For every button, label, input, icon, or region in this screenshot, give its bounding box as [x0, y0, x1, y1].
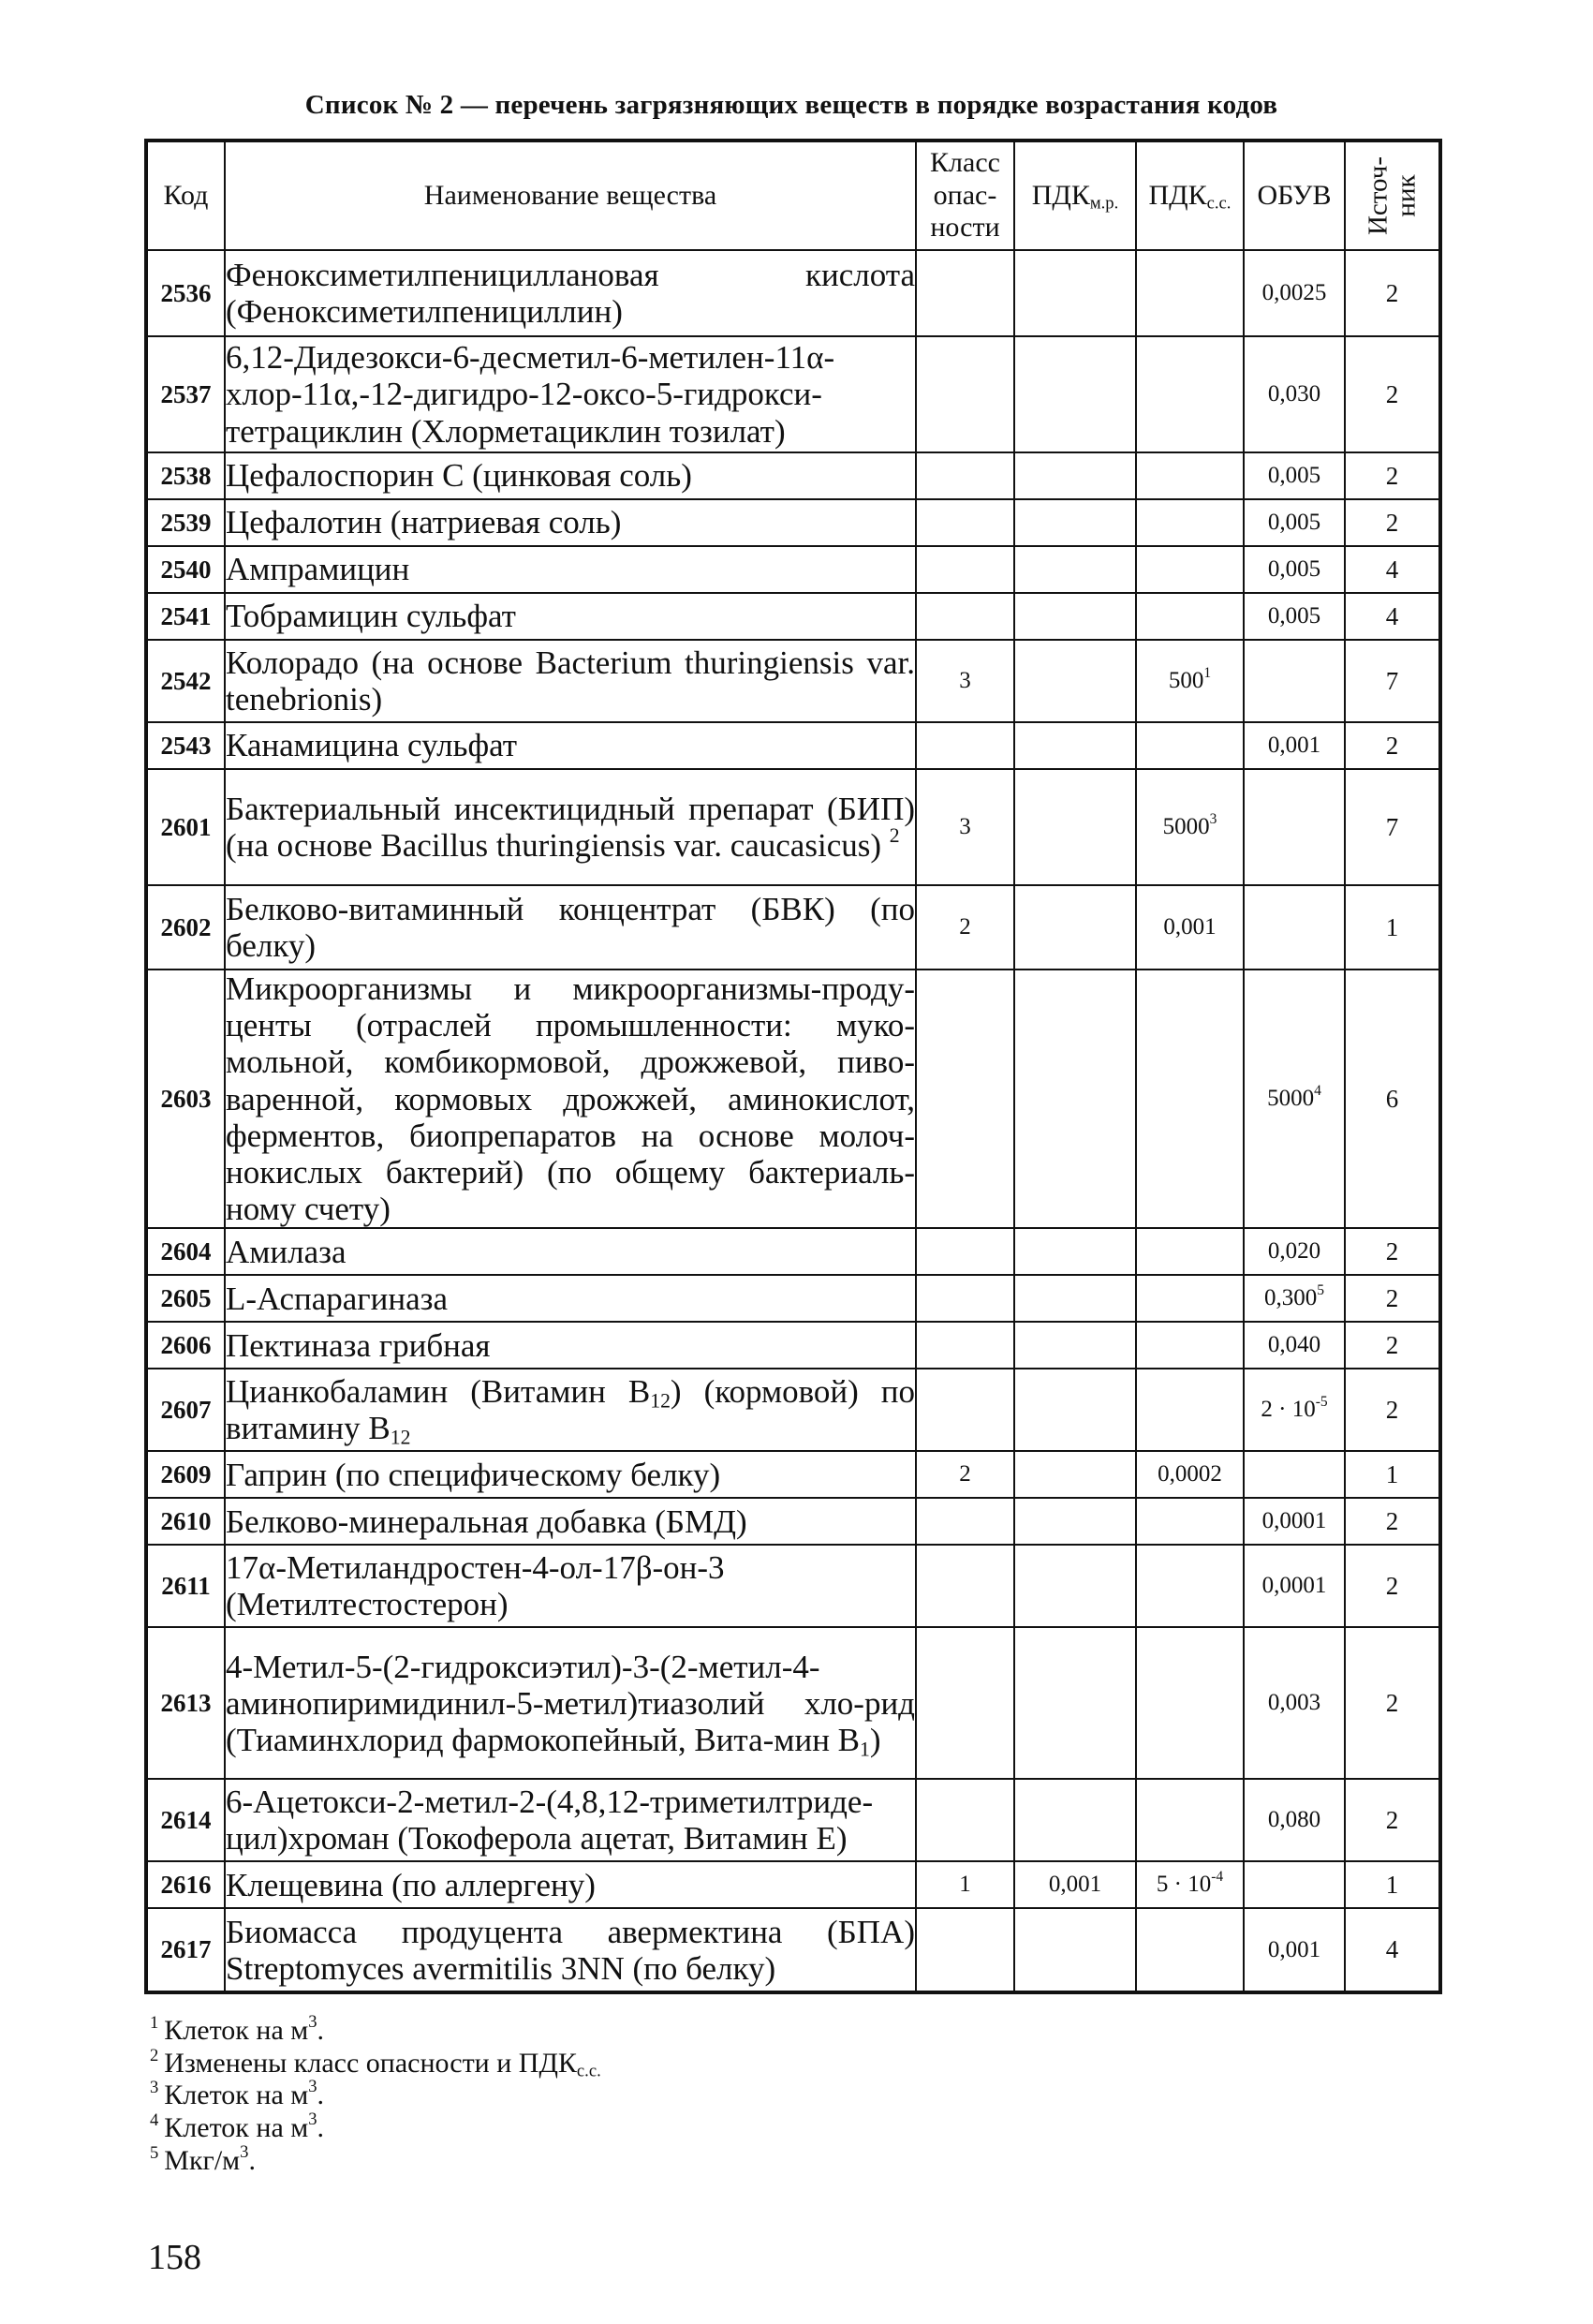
header-pdk-mr — [1014, 141, 1136, 250]
footnote-ref: 5 — [1317, 1282, 1324, 1299]
row-pdk-ss — [1136, 1779, 1244, 1861]
footnote-sup: 3 — [240, 2141, 249, 2162]
row-source: 2 — [1345, 1779, 1440, 1861]
row-obuv: 0,003 — [1244, 1627, 1345, 1779]
footnote-ref: 2 — [889, 823, 900, 847]
exponent: -4 — [1211, 1869, 1224, 1886]
row-code: 2539 — [146, 499, 225, 546]
footnote-tail: . — [317, 2015, 325, 2047]
table-row — [146, 1861, 1440, 1908]
header-hazard-line-2: опас- — [933, 179, 997, 211]
row-obuv — [1244, 1861, 1345, 1908]
row-source: 2 — [1345, 1545, 1440, 1627]
footnote-text: Клеток на м — [164, 2112, 309, 2144]
row-pdk-mr — [1014, 722, 1136, 769]
footnote-mark: 1 — [150, 2013, 159, 2033]
page-title: Список № 2 — перечень загрязняющих веществ в порядке возрастания кодов — [304, 90, 1278, 120]
row-name: Белково-витаминный концентрат (БВК) (по белку) — [225, 885, 916, 970]
row-name: Белково-минеральная добавка (БМД) — [225, 1498, 916, 1545]
subscript: 1 — [860, 1738, 870, 1761]
header-hazard-line-1: Класс — [930, 147, 1000, 179]
row-code: 2540 — [146, 546, 225, 593]
row-code: 2601 — [146, 769, 225, 885]
row-hazard: 3 — [916, 640, 1014, 722]
row-name: Гаприн (по специфическому белку) — [225, 1451, 916, 1498]
row-name: Феноксиметилпенициллановая кислота (Феноксиметилпенициллин) — [225, 250, 916, 336]
row-hazard — [916, 970, 1014, 1228]
header-pdk-ss — [1136, 141, 1244, 250]
row-pdk-mr — [1014, 1322, 1136, 1369]
row-source: 2 — [1345, 499, 1440, 546]
row-pdk-ss — [1136, 452, 1244, 499]
table-row — [146, 593, 1440, 640]
row-source: 2 — [1345, 336, 1440, 452]
row-pdk-ss — [1136, 640, 1244, 722]
row-source: 6 — [1345, 970, 1440, 1228]
table-row — [146, 1545, 1440, 1627]
footnote-tail: . — [248, 2144, 256, 2176]
row-pdk-mr — [1014, 1779, 1136, 1861]
row-pdk-mr — [1014, 1275, 1136, 1322]
footnote-ref: 1 — [1203, 665, 1212, 682]
row-obuv: 0,080 — [1244, 1779, 1345, 1861]
table-row — [146, 640, 1440, 722]
row-hazard — [916, 1275, 1014, 1322]
row-obuv: 0,040 — [1244, 1322, 1345, 1369]
header-hazard-class — [916, 141, 1014, 250]
row-source: 4 — [1345, 593, 1440, 640]
table-row — [146, 250, 1440, 336]
table-row — [146, 1498, 1440, 1545]
row-hazard — [916, 336, 1014, 452]
row-pdk-ss-value: 5000 — [1162, 814, 1210, 839]
row-code: 2536 — [146, 250, 225, 336]
header-obuv: ОБУВ — [1244, 141, 1345, 250]
row-pdk-ss — [1136, 1908, 1244, 1992]
footnote-sup: 3 — [308, 2012, 317, 2033]
row-name-text: Бактериальный инсектицидный препарат (БИП) (на основе Bacillus thuringiensis var. caucasicus) — [226, 790, 915, 864]
row-obuv: 0,0025 — [1244, 250, 1345, 336]
row-source: 2 — [1345, 1369, 1440, 1451]
header-source-line-1: Источ- — [1363, 155, 1394, 236]
row-hazard — [916, 1498, 1014, 1545]
row-hazard — [916, 1322, 1014, 1369]
row-pdk-mr — [1014, 1627, 1136, 1779]
row-source: 2 — [1345, 1498, 1440, 1545]
footnote-tail: . — [317, 2080, 325, 2111]
header-source-line-2: ник — [1391, 174, 1422, 217]
row-obuv — [1244, 970, 1345, 1228]
header-pdk-mr-label: ПДК — [1031, 179, 1090, 211]
row-pdk-mr — [1014, 336, 1136, 452]
row-source: 2 — [1345, 722, 1440, 769]
row-name — [225, 769, 916, 885]
row-pdk-ss — [1136, 970, 1244, 1228]
table-row — [146, 1322, 1440, 1369]
row-source: 7 — [1345, 640, 1440, 722]
table-row — [146, 1627, 1440, 1779]
footnote-sup: 3 — [308, 2077, 317, 2097]
row-name: Амилаза — [225, 1228, 916, 1275]
row-obuv: 0,005 — [1244, 499, 1345, 546]
row-hazard — [916, 546, 1014, 593]
footnote-text: Изменены класс опасности и ПДК — [164, 2047, 577, 2079]
row-name: Биомасса продуцента авермектина (БПА) Streptomyces avermitilis 3NN (по белку) — [225, 1908, 916, 1992]
row-pdk-ss — [1136, 1627, 1244, 1779]
row-hazard — [916, 722, 1014, 769]
row-pdk-mr — [1014, 593, 1136, 640]
table-row — [146, 1369, 1440, 1451]
row-hazard: 1 — [916, 1861, 1014, 1908]
footnotes — [150, 2014, 601, 2176]
row-hazard — [916, 1545, 1014, 1627]
row-pdk-ss — [1136, 336, 1244, 452]
row-name: Цефалотин (натриевая соль) — [225, 499, 916, 546]
row-name: 6-Ацетокси-2-метил-2-(4,8,12-триметилтриде-цил)хроман (Токоферола ацетат, Витамин Е) — [225, 1779, 916, 1861]
table-header-row — [146, 141, 1440, 250]
row-pdk-mr — [1014, 1451, 1136, 1498]
header-code: Код — [146, 141, 225, 250]
substances-table — [144, 139, 1442, 1994]
row-pdk-ss — [1136, 1228, 1244, 1275]
row-name: 6,12-Дидезокси-6-десметил-6-метилен-11α-хлор-11α,-12-дигидро-12-оксо-5-гидрокси-тетрациклин (Хлорметациклин тозилат) — [225, 336, 916, 452]
row-hazard — [916, 1228, 1014, 1275]
row-code: 2542 — [146, 640, 225, 722]
footnote-text: Мкг/м — [164, 2144, 241, 2176]
row-pdk-ss — [1136, 546, 1244, 593]
table-row — [146, 1228, 1440, 1275]
row-pdk-mr — [1014, 769, 1136, 885]
table-row — [146, 970, 1440, 1228]
row-obuv — [1244, 885, 1345, 970]
table-row — [146, 452, 1440, 499]
row-pdk-ss — [1136, 1498, 1244, 1545]
row-source: 4 — [1345, 546, 1440, 593]
row-pdk-ss — [1136, 722, 1244, 769]
row-pdk-ss-value: 500 — [1168, 668, 1204, 693]
row-obuv — [1244, 640, 1345, 722]
row-pdk-ss — [1136, 1322, 1244, 1369]
row-pdk-mr: 0,001 — [1014, 1861, 1136, 1908]
footnote-ref: 3 — [1209, 811, 1217, 828]
footnote-mark: 4 — [150, 2110, 159, 2131]
row-pdk-mr — [1014, 546, 1136, 593]
row-source: 2 — [1345, 452, 1440, 499]
header-source — [1345, 141, 1440, 250]
footnote-item — [150, 2141, 601, 2177]
footnote-text: Клеток на м — [164, 2015, 309, 2047]
row-name: Ампрамицин — [225, 546, 916, 593]
row-code: 2616 — [146, 1861, 225, 1908]
header-source-rotated — [1364, 156, 1421, 235]
row-code: 2609 — [146, 1451, 225, 1498]
footnote-sup: 3 — [308, 2109, 317, 2130]
row-obuv: 0,005 — [1244, 452, 1345, 499]
table-row — [146, 499, 1440, 546]
footnote-item — [150, 2047, 601, 2080]
footnote-mark: 3 — [150, 2078, 159, 2098]
row-pdk-ss — [1136, 769, 1244, 885]
row-source: 1 — [1345, 1451, 1440, 1498]
row-hazard — [916, 499, 1014, 546]
row-hazard: 3 — [916, 769, 1014, 885]
row-hazard — [916, 593, 1014, 640]
row-pdk-ss — [1136, 1545, 1244, 1627]
row-name: L-Аспарагиназа — [225, 1275, 916, 1322]
footnote-mark: 5 — [150, 2142, 159, 2163]
row-pdk-ss — [1136, 1275, 1244, 1322]
row-pdk-ss: 0,0002 — [1136, 1451, 1244, 1498]
row-code: 2541 — [146, 593, 225, 640]
row-name: Канамицина сульфат — [225, 722, 916, 769]
row-pdk-mr — [1014, 640, 1136, 722]
row-source: 2 — [1345, 250, 1440, 336]
row-code: 2537 — [146, 336, 225, 452]
row-name: Клещевина (по аллергену) — [225, 1861, 916, 1908]
row-code: 2538 — [146, 452, 225, 499]
row-obuv: 0,005 — [1244, 593, 1345, 640]
row-source: 1 — [1345, 885, 1440, 970]
header-pdk-ss-label: ПДК — [1148, 179, 1207, 211]
footnote-item — [150, 2079, 601, 2111]
row-code: 2602 — [146, 885, 225, 970]
row-pdk-mr — [1014, 1498, 1136, 1545]
row-name: Тобрамицин сульфат — [225, 593, 916, 640]
row-pdk-mr — [1014, 1228, 1136, 1275]
header-pdk-mr-sub: м.р. — [1089, 193, 1119, 214]
row-hazard — [916, 250, 1014, 336]
row-obuv: 0,005 — [1244, 546, 1345, 593]
row-pdk-mr — [1014, 885, 1136, 970]
row-name — [225, 1369, 916, 1451]
row-hazard — [916, 452, 1014, 499]
row-code: 2543 — [146, 722, 225, 769]
row-source: 7 — [1345, 769, 1440, 885]
table-row — [146, 885, 1440, 970]
row-hazard — [916, 1369, 1014, 1451]
row-obuv: 0,0001 — [1244, 1545, 1345, 1627]
row-hazard: 2 — [916, 885, 1014, 970]
row-pdk-mr — [1014, 1369, 1136, 1451]
table-row — [146, 1779, 1440, 1861]
row-obuv — [1244, 1369, 1345, 1451]
row-obuv: 0,020 — [1244, 1228, 1345, 1275]
footnote-text: Клеток на м — [164, 2080, 309, 2111]
row-obuv-value: 5000 — [1267, 1086, 1315, 1112]
exponent: -5 — [1315, 1394, 1328, 1411]
row-name-text: ) (кормовой) по витамину В — [226, 1373, 916, 1447]
row-source: 1 — [1345, 1861, 1440, 1908]
table-row — [146, 769, 1440, 885]
row-pdk-ss — [1136, 593, 1244, 640]
row-pdk-ss: 0,001 — [1136, 885, 1244, 970]
table-row — [146, 1275, 1440, 1322]
row-source: 4 — [1345, 1908, 1440, 1992]
row-code: 2611 — [146, 1545, 225, 1627]
row-hazard: 2 — [916, 1451, 1014, 1498]
row-obuv — [1244, 1275, 1345, 1322]
table-row — [146, 336, 1440, 452]
table-row — [146, 1451, 1440, 1498]
row-code: 2606 — [146, 1322, 225, 1369]
row-pdk-mr — [1014, 970, 1136, 1228]
row-code: 2604 — [146, 1228, 225, 1275]
row-source: 2 — [1345, 1275, 1440, 1322]
row-obuv: 0,001 — [1244, 722, 1345, 769]
row-name — [225, 1627, 916, 1779]
row-pdk-mr — [1014, 1545, 1136, 1627]
row-pdk-mr — [1014, 1908, 1136, 1992]
page-number: 158 — [148, 2238, 201, 2277]
row-obuv: 0,0001 — [1244, 1498, 1345, 1545]
row-code: 2610 — [146, 1498, 225, 1545]
row-source: 2 — [1345, 1627, 1440, 1779]
row-source: 2 — [1345, 1322, 1440, 1369]
row-code: 2617 — [146, 1908, 225, 1992]
row-code: 2605 — [146, 1275, 225, 1322]
footnote-ref: 4 — [1314, 1083, 1321, 1100]
row-code: 2614 — [146, 1779, 225, 1861]
row-code: 2613 — [146, 1627, 225, 1779]
subscript: 12 — [650, 1389, 671, 1413]
row-name: Пектиназа грибная — [225, 1322, 916, 1369]
row-obuv: 0,030 — [1244, 336, 1345, 452]
row-obuv — [1244, 769, 1345, 885]
row-name-text: ) — [869, 1721, 881, 1758]
row-pdk-ss — [1136, 1369, 1244, 1451]
row-pdk-ss-value: 5 · 10 — [1156, 1872, 1212, 1898]
subscript: 12 — [390, 1426, 411, 1449]
row-pdk-ss — [1136, 1861, 1244, 1908]
row-obuv-value: 2 · 10 — [1261, 1397, 1316, 1423]
row-source: 2 — [1345, 1228, 1440, 1275]
row-pdk-mr — [1014, 452, 1136, 499]
header-pdk-ss-sub: с.с. — [1206, 193, 1232, 214]
row-hazard — [916, 1908, 1014, 1992]
row-name: Микроорганизмы и микроорганизмы-проду-центы (отраслей промышленности: муко-мольной, комбикормовой, дрожжевой, пиво-варенной, кормовых дрожжей, аминокислот, ферментов, биопрепаратов на основе молоч-нокислых бактерий) (по общему бактериаль-ному счету) — [226, 970, 915, 1228]
row-name: Колорадо (на основе Bacterium thuringiensis var. tenebrionis) — [225, 640, 916, 722]
row-hazard — [916, 1627, 1014, 1779]
table-row — [146, 1908, 1440, 1992]
row-name: Цефалоспорин С (цинковая соль) — [225, 452, 916, 499]
row-name: 17α-Метиландростен-4-ол-17β-он-3 (Метилтестостерон) — [225, 1545, 916, 1627]
row-pdk-mr — [1014, 250, 1136, 336]
table-row — [146, 722, 1440, 769]
row-name-text: Цианкобаламин (Витамин В — [226, 1373, 651, 1411]
table-row — [146, 546, 1440, 593]
footnote-item — [150, 2111, 601, 2144]
row-code: 2607 — [146, 1369, 225, 1451]
row-pdk-mr — [1014, 499, 1136, 546]
row-hazard — [916, 1779, 1014, 1861]
row-name-text: 4-Метил-5-(2-гидроксиэтил)-3-(2-метил-4-аминопиримидинил-5-метил)тиазолий хло-рид (Тиаминхлорид фармокопейный, Вита-мин В — [226, 1648, 915, 1758]
row-obuv-value: 0,300 — [1264, 1285, 1318, 1311]
footnote-tail: . — [317, 2112, 325, 2144]
row-code: 2603 — [146, 970, 225, 1228]
header-name: Наименование вещества — [225, 141, 916, 250]
row-pdk-ss — [1136, 499, 1244, 546]
footnote-item — [150, 2014, 601, 2047]
row-obuv — [1244, 1451, 1345, 1498]
footnote-sub: с.с. — [576, 2061, 601, 2081]
header-hazard-line-3: ности — [930, 212, 1000, 244]
row-pdk-ss — [1136, 250, 1244, 336]
footnote-mark: 2 — [150, 2045, 159, 2065]
row-obuv: 0,001 — [1244, 1908, 1345, 1992]
